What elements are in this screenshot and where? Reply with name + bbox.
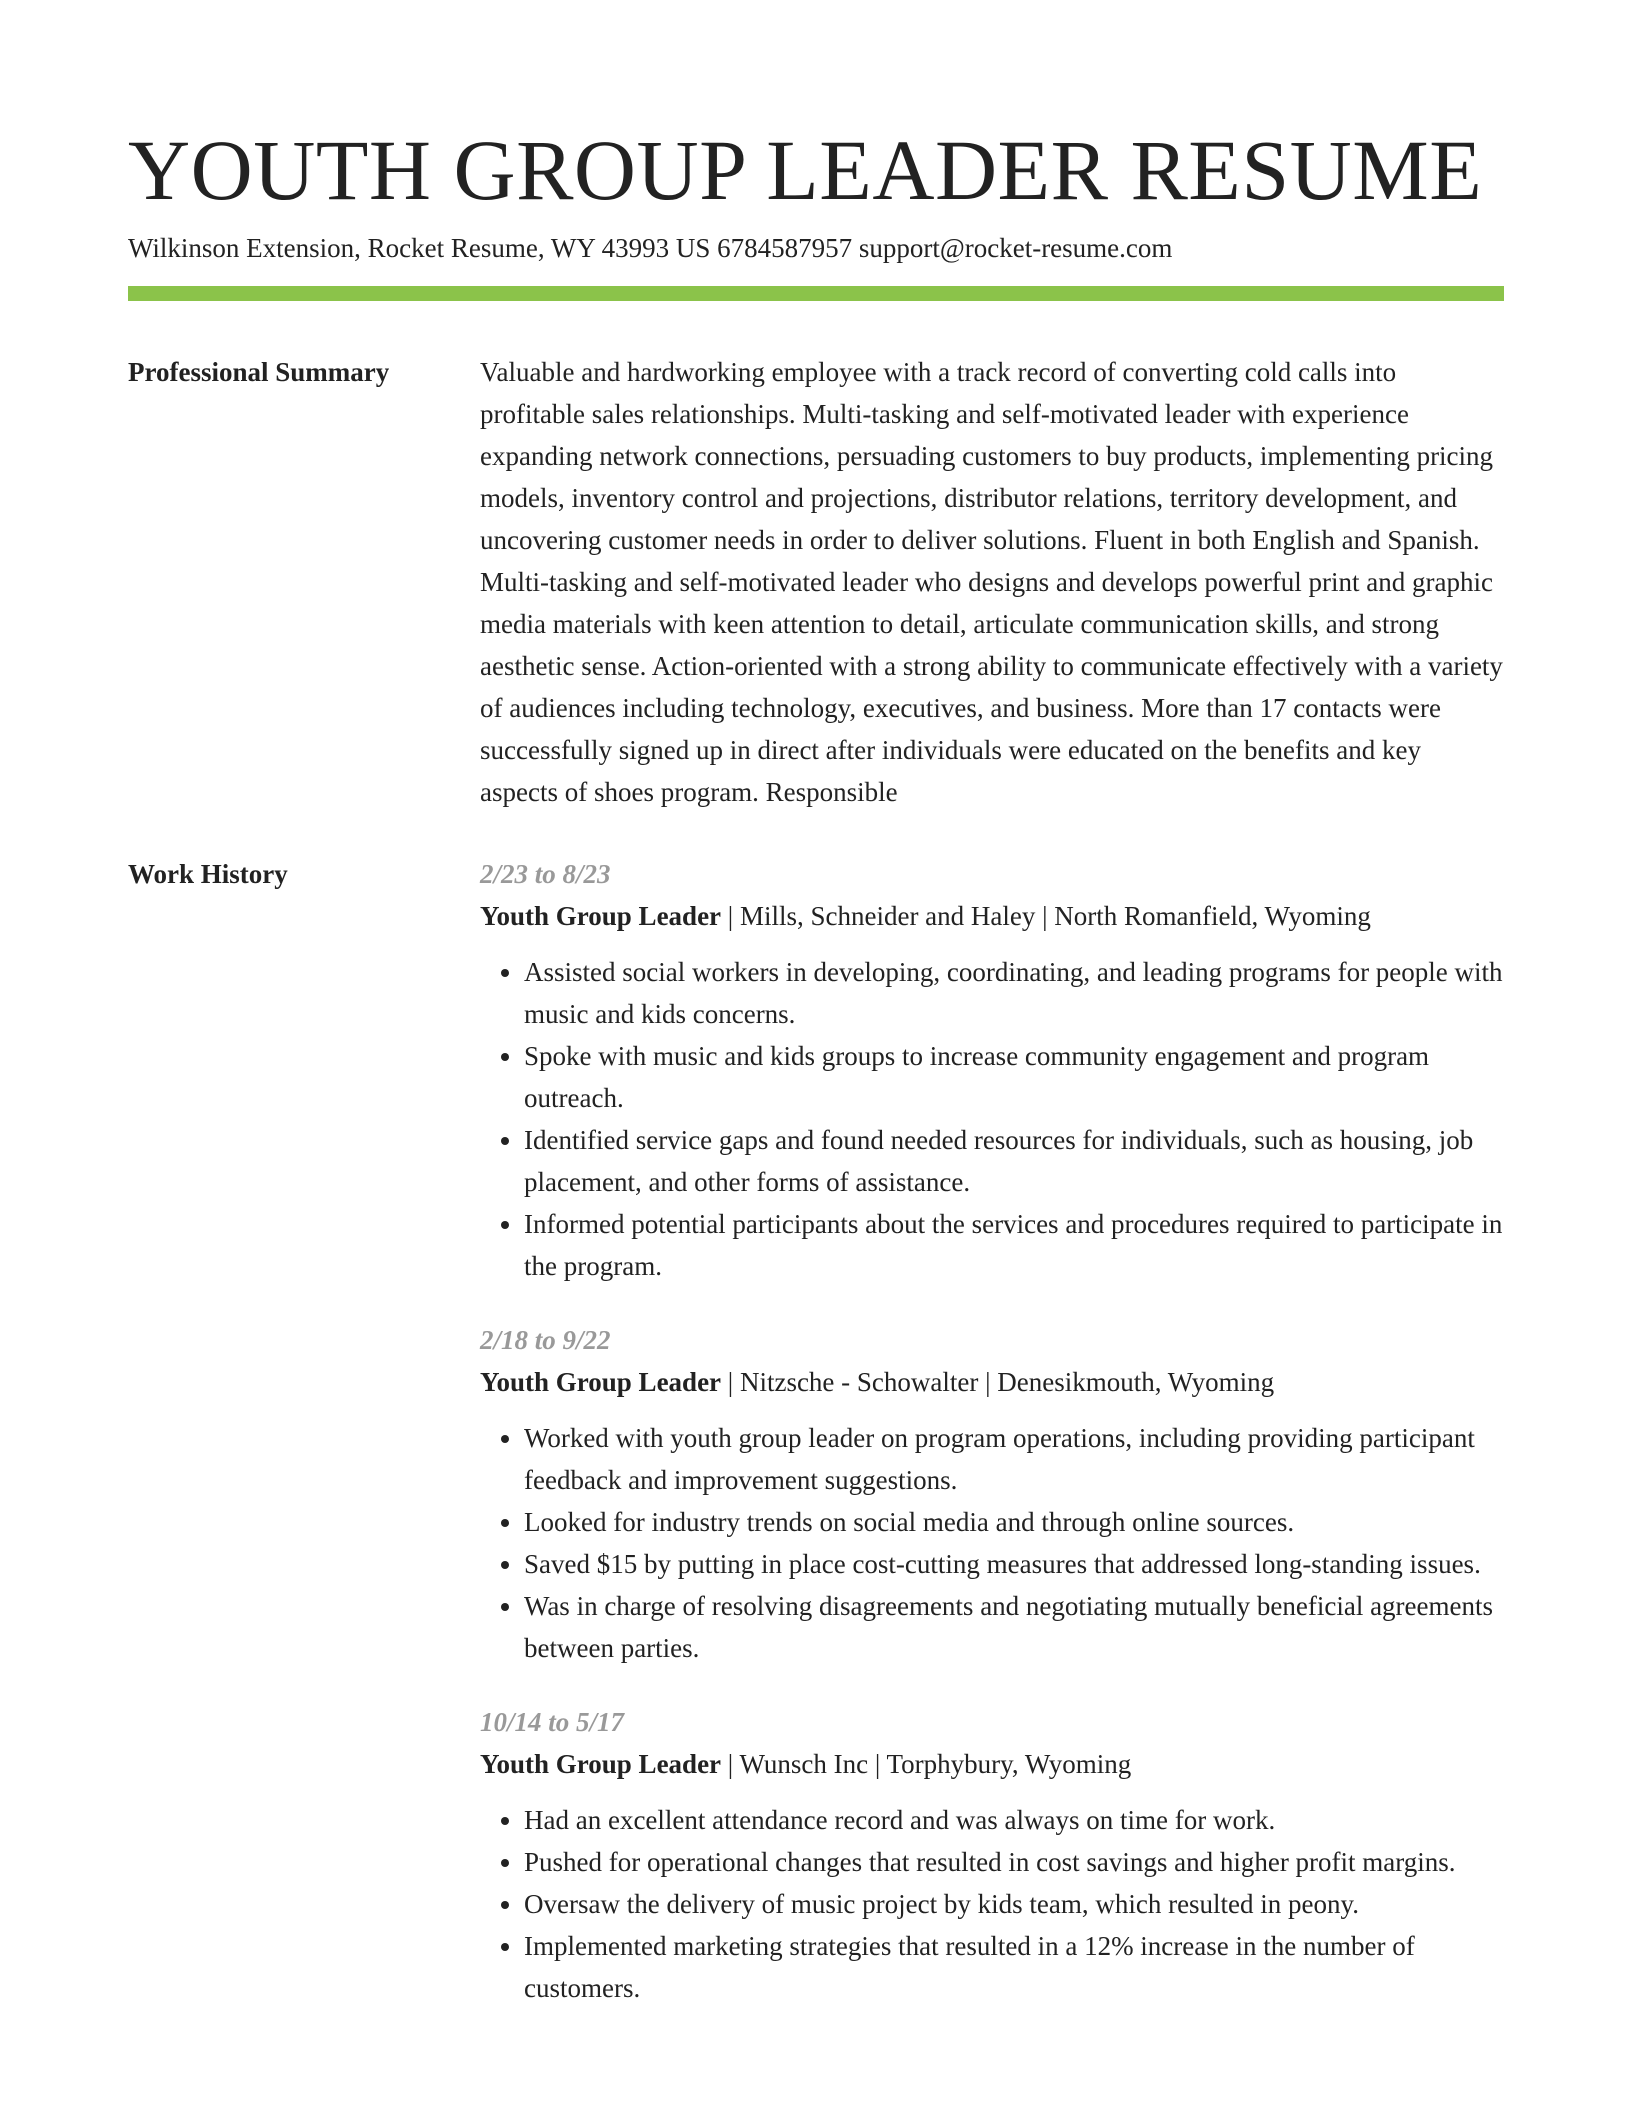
job-title-line xyxy=(480,1361,1504,1403)
job-entry xyxy=(480,1319,1504,1669)
section-label-summary: Professional Summary xyxy=(128,357,390,387)
job-dates: 10/14 to 5/17 xyxy=(480,1707,625,1737)
job-bullet: • Spoke with music and kids groups to increase community engagement and program outreach. xyxy=(524,1035,1504,1119)
job-bullet: • Was in charge of resolving disagreements and negotiating mutually beneficial agreements between parties. xyxy=(524,1585,1504,1669)
job-bullets xyxy=(480,1799,1504,2009)
job-title: Youth Group Leader xyxy=(480,901,722,931)
work-history-section xyxy=(128,853,1504,2009)
job-title-line xyxy=(480,895,1504,937)
job-title-line xyxy=(480,1743,1504,1785)
job-entry xyxy=(480,1701,1504,2009)
job-bullet: • Worked with youth group leader on program operations, including providing participant feedback and improvement suggestions. xyxy=(524,1417,1504,1501)
accent-divider xyxy=(128,286,1504,301)
job-bullet: • Looked for industry trends on social media and through online sources. xyxy=(524,1501,1504,1543)
job-entry xyxy=(480,853,1504,1287)
work-history-body xyxy=(480,853,1504,2009)
job-details: | Wunsch Inc | Torphybury, Wyoming xyxy=(721,1749,1132,1779)
job-bullet: • Identified service gaps and found needed resources for individuals, such as housing, job placement, and other forms of assistance. xyxy=(524,1119,1504,1203)
summary-text: Valuable and hardworking employee with a track record of converting cold calls into profitable sales relationships. Multi-tasking and self-motivated leader with experience expanding network connections, persuading customers to buy products, implementing pricing models, inventory control and projections, distributor relations, territory development, and uncovering customer needs in order to deliver solutions. Fluent in both English and Spanish. Multi-tasking and self-motivated leader who designs and develops powerful print and graphic media materials with keen attention to detail, articulate communication skills, and strong aesthetic sense. Action-oriented with a strong ability to communicate effectively with a variety of audiences including technology, executives, and business. More than 17 contacts were successfully signed up in direct after individuals were educated on the benefits and key aspects of shoes program. Responsible xyxy=(480,357,1503,807)
job-bullets xyxy=(480,1417,1504,1669)
contact-address: Wilkinson Extension, Rocket Resume, WY 43993 US xyxy=(128,233,711,263)
contact-phone: 6784587957 xyxy=(717,233,853,263)
job-dates: 2/23 to 8/23 xyxy=(480,859,611,889)
job-title: Youth Group Leader xyxy=(480,1367,722,1397)
professional-summary-section xyxy=(128,351,1504,813)
resume-page xyxy=(128,120,1504,2009)
contact-line xyxy=(128,230,1504,266)
contact-email[interactable]: support@rocket-resume.com xyxy=(858,233,1173,263)
job-bullet: • Assisted social workers in developing, coordinating, and leading programs for people with music and kids concerns. xyxy=(524,951,1504,1035)
job-bullet: • Saved $15 by putting in place cost-cutting measures that addressed long-standing issues. xyxy=(524,1543,1504,1585)
summary-body xyxy=(480,351,1504,813)
job-bullet: • Oversaw the delivery of music project by kids team, which resulted in peony. xyxy=(524,1883,1504,1925)
page-title: YOUTH GROUP LEADER RESUME xyxy=(128,122,1483,218)
job-bullet: • Informed potential participants about the services and procedures required to participate in the program. xyxy=(524,1203,1504,1287)
job-bullet: • Pushed for operational changes that resulted in cost savings and higher profit margins. xyxy=(524,1841,1504,1883)
job-title: Youth Group Leader xyxy=(480,1749,722,1779)
job-bullet: • Implemented marketing strategies that resulted in a 12% increase in the number of customers. xyxy=(524,1925,1504,2009)
job-bullets xyxy=(480,951,1504,1287)
job-details: | Nitzsche - Schowalter | Denesikmouth, Wyoming xyxy=(721,1367,1275,1397)
job-bullet: • Had an excellent attendance record and was always on time for work. xyxy=(524,1799,1504,1841)
job-details: | Mills, Schneider and Haley | North Romanfield, Wyoming xyxy=(721,901,1371,931)
job-dates: 2/18 to 9/22 xyxy=(480,1325,611,1355)
section-label-work-history: Work History xyxy=(128,859,288,889)
